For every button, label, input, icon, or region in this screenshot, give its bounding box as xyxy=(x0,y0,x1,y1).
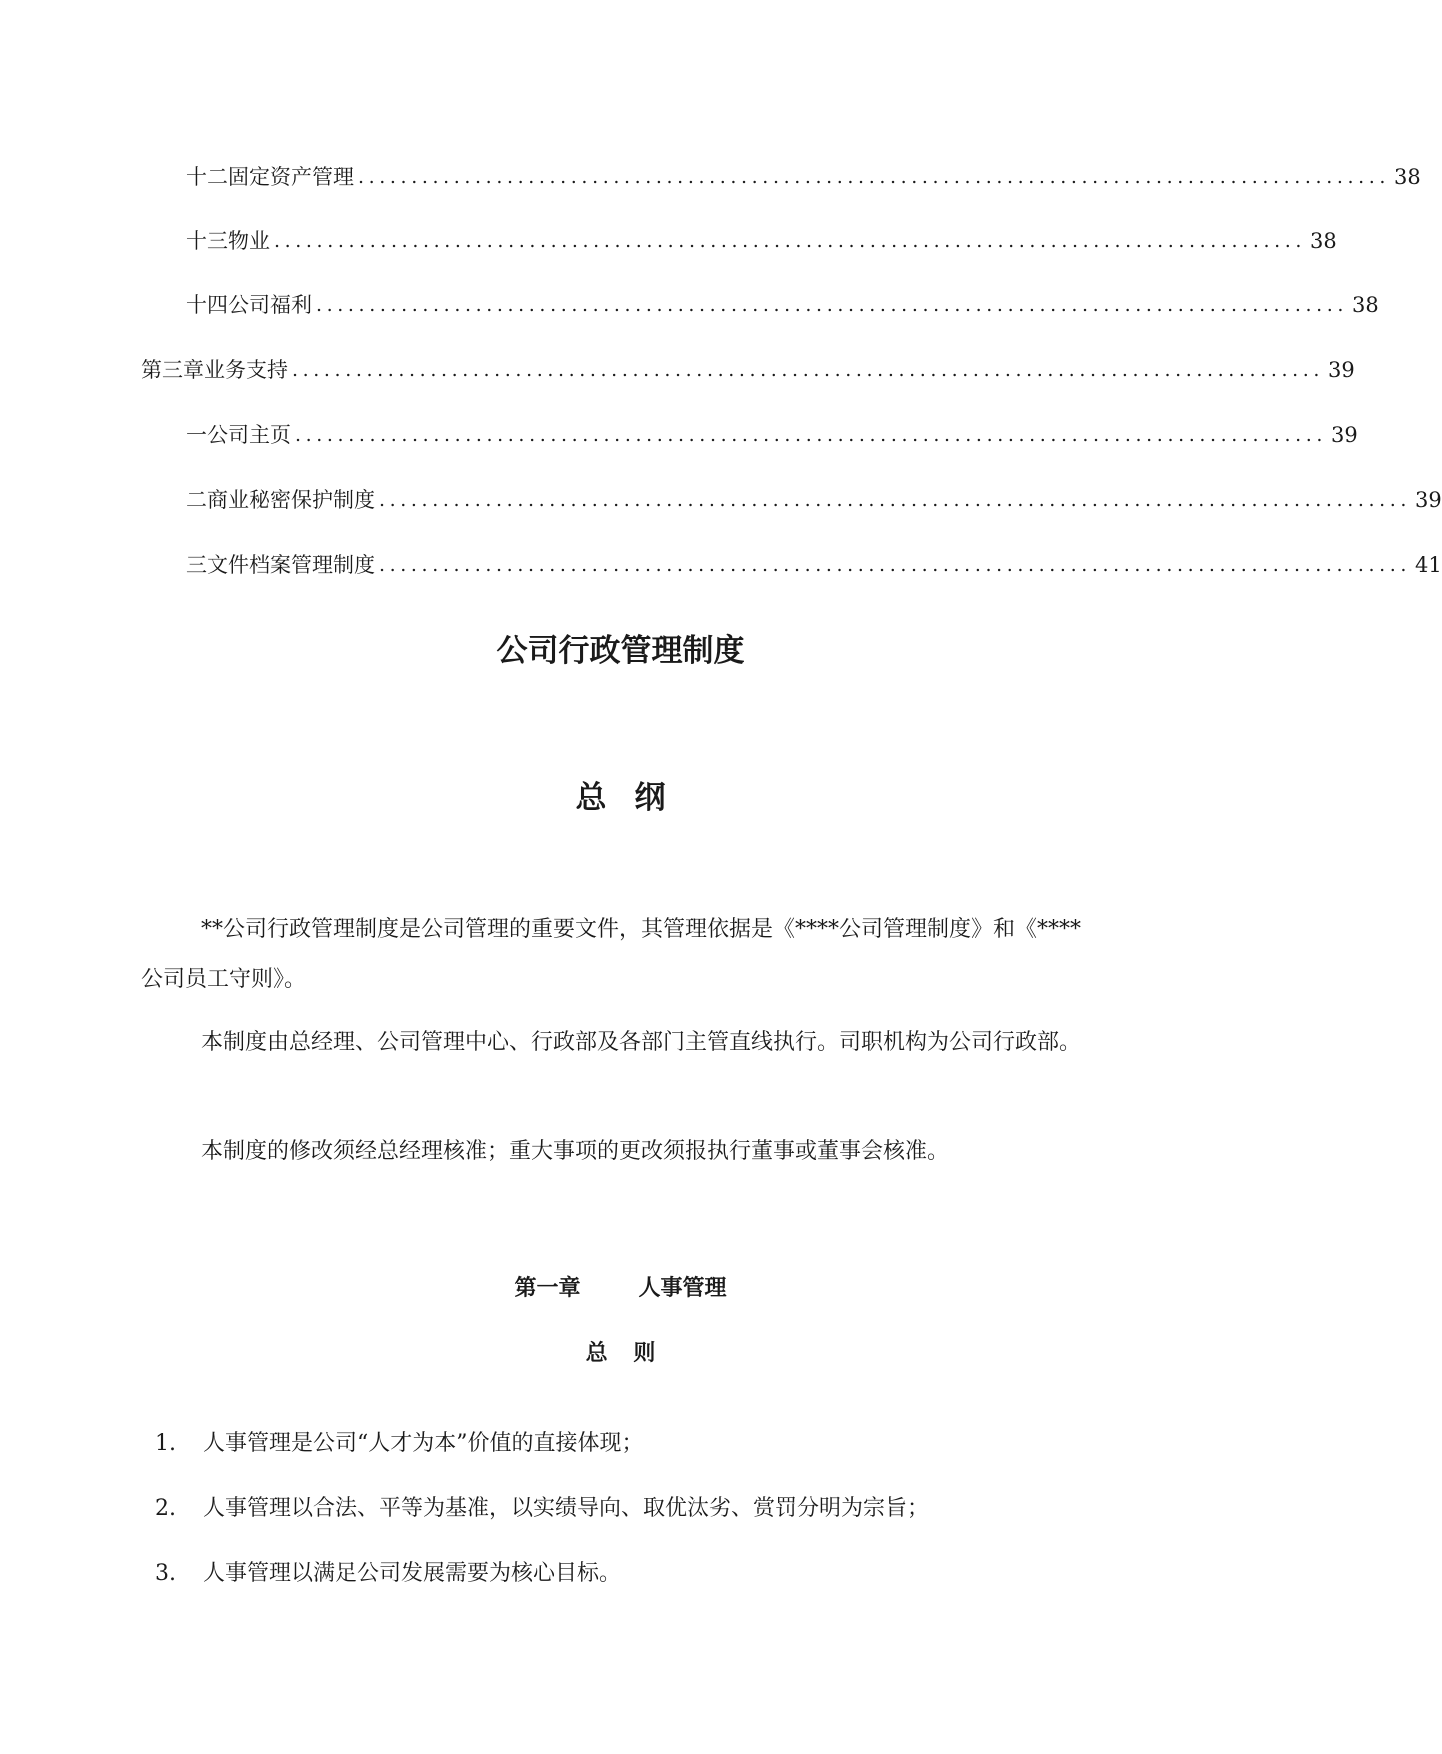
toc-leader-dots: ................................................................................................. xyxy=(379,489,1412,511)
toc-entry-number: 二 xyxy=(186,488,207,512)
toc-entry[interactable] xyxy=(186,288,1379,322)
toc-entry[interactable] xyxy=(141,353,1355,387)
toc-entry-title: 物业 xyxy=(228,229,270,253)
document-title: 公司行政管理制度 xyxy=(496,633,745,669)
toc-entry[interactable] xyxy=(186,548,1442,582)
rule-number: 3. xyxy=(155,1561,176,1586)
toc-entry-page: 39 xyxy=(1328,358,1355,382)
toc-leader-dots: ................................................................................................. xyxy=(295,424,1328,446)
rule-number: 1. xyxy=(155,1431,176,1456)
rule-number: 2. xyxy=(155,1496,176,1521)
toc-entry[interactable] xyxy=(186,160,1421,194)
toc-leader-dots: ................................................................................................. xyxy=(379,554,1412,576)
toc-entry-title: 固定资产管理 xyxy=(228,165,354,189)
toc-entry-page: 39 xyxy=(1331,423,1358,447)
toc-entry-page: 38 xyxy=(1352,293,1379,317)
chapter-label: 第一章 xyxy=(514,1276,581,1301)
rule-text: 人事管理是公司“人才为本”价值的直接体现； xyxy=(203,1431,644,1456)
toc-entry-number: 第三章 xyxy=(141,358,204,382)
rule-item xyxy=(141,1531,621,1587)
toc-entry[interactable] xyxy=(186,483,1442,517)
toc-entry-title: 文件档案管理制度 xyxy=(207,553,375,577)
toc-entry-title: 公司主页 xyxy=(207,423,291,447)
toc-leader-dots: ................................................................................................. xyxy=(316,294,1349,316)
intro-paragraph: 本制度由总经理、公司管理中心、行政部及各部门主管直线执行。司职机构为公司行政部。 xyxy=(201,1030,1082,1055)
toc-leader-dots: ................................................................................................. xyxy=(358,166,1391,188)
toc-entry-page: 38 xyxy=(1394,165,1421,189)
toc-leader-dots: ................................................................................................. xyxy=(274,230,1307,252)
toc-entry-number: 十二 xyxy=(186,165,228,189)
general-rules-heading: 总 则 xyxy=(585,1341,656,1366)
toc-entry-number: 三 xyxy=(186,553,207,577)
toc-entry-title: 业务支持 xyxy=(204,358,288,382)
chapter-heading xyxy=(0,1271,1241,1302)
rule-item xyxy=(141,1466,929,1522)
toc-entry-title: 公司福利 xyxy=(228,293,312,317)
toc-entry-number: 一 xyxy=(186,423,207,447)
toc-leader-dots: ................................................................................................. xyxy=(292,359,1325,381)
toc-entry-number: 十四 xyxy=(186,293,228,317)
toc-entry[interactable] xyxy=(186,418,1358,452)
toc-entry[interactable] xyxy=(186,224,1337,258)
chapter-title: 人事管理 xyxy=(638,1276,727,1301)
toc-entry-number: 十三 xyxy=(186,229,228,253)
toc-entry-title: 商业秘密保护制度 xyxy=(207,488,375,512)
toc-entry-page: 39 xyxy=(1415,488,1442,512)
intro-paragraph: **公司行政管理制度是公司管理的重要文件，其管理依据是《****公司管理制度》和《****公司员工守则》。 xyxy=(141,917,1082,992)
intro-paragraph: 本制度的修改须经总经理核准；重大事项的更改须报执行董事或董事会核准。 xyxy=(201,1139,950,1164)
section-title: 总纲 xyxy=(575,780,694,816)
rule-text: 人事管理以满足公司发展需要为核心目标。 xyxy=(203,1561,622,1586)
toc-entry-page: 41 xyxy=(1415,553,1442,577)
rule-item xyxy=(141,1401,644,1457)
rule-text: 人事管理以合法、平等为基准，以实绩导向、取优汰劣、赏罚分明为宗旨； xyxy=(203,1496,930,1521)
toc-entry-page: 38 xyxy=(1310,229,1337,253)
